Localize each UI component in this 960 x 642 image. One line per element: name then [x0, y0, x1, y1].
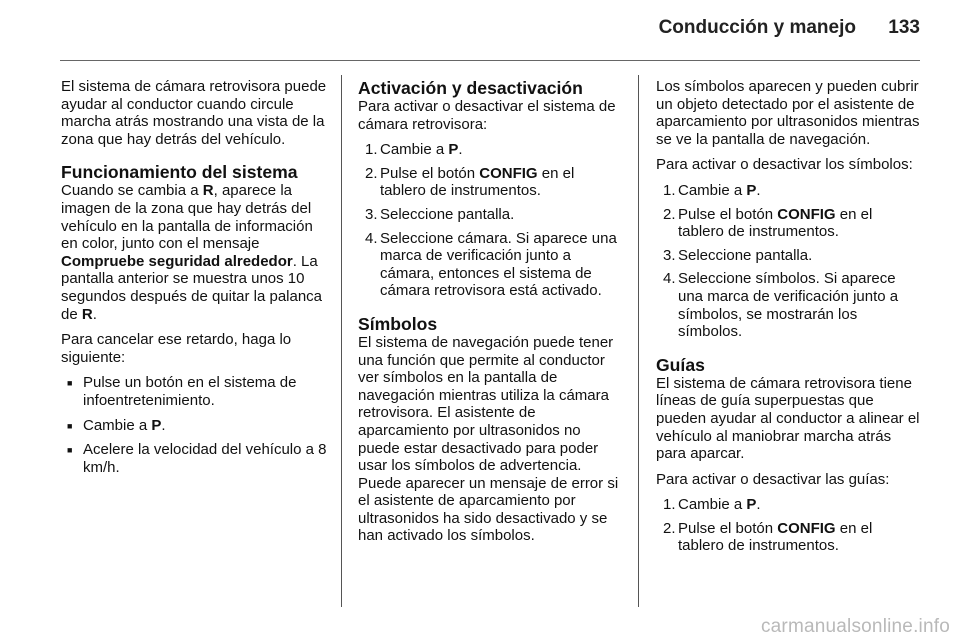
section-title: Conducción y manejo [658, 17, 856, 38]
message-compruebe: Compruebe seguridad alrededor [61, 252, 293, 270]
page-number: 133 [888, 17, 920, 38]
cancel-list [61, 374, 327, 476]
list-item: ■ Pulse un botón en el sistema de infoentretenimiento. [67, 374, 297, 409]
column-3 [656, 78, 922, 563]
cancel-paragraph: Para cancelar ese retardo, haga lo siguiente: [61, 331, 292, 366]
activation-intro: Para activar o desactivar el sistema de cámara retrovisora: [358, 98, 616, 133]
symbols-steps [656, 182, 922, 341]
symbols-toggle-intro: Para activar o desactivar los símbolos: [656, 156, 913, 174]
activation-steps [358, 141, 624, 300]
config-button-label: CONFIG [777, 519, 836, 537]
list-item: ■ Cambie a P. [67, 416, 166, 434]
list-item: ■ Acelere la velocidad del vehículo a 8 km/h. [67, 441, 327, 476]
list-item: 4. Seleccione cámara. Si aparece una marca de verificación junto a cámara, entonces el sistema de cámara retrovisora está activado. [365, 229, 617, 300]
list-item: 3. Seleccione pantalla. [663, 246, 813, 264]
list-item: 1. Cambie a P. [663, 496, 761, 514]
list-item: 2. Pulse el botón CONFIG en el tablero de instrumentos. [365, 164, 575, 200]
guides-paragraph: El sistema de cámara retrovisora tiene líneas de guía superpuestas que pueden ayudar al conductor a alinear el vehículo al maniobrar marcha atrás para aparcar. [656, 374, 920, 463]
list-item: 1. Cambie a P. [663, 181, 761, 199]
column-2 [358, 78, 624, 553]
heading-simbolos: Símbolos [358, 313, 438, 334]
column-divider-1 [341, 75, 342, 607]
bullet-marker: ■ [67, 378, 73, 389]
bullet-marker: ■ [67, 445, 73, 456]
list-item: 4. Seleccione símbolos. Si aparece una marca de verificación junto a símbolos, se mostrarán los símbolos. [663, 270, 899, 341]
watermark: carmanualsonline.info [760, 616, 950, 637]
heading-activacion: Activación y desactivación [358, 78, 583, 98]
heading-guias: Guías [656, 354, 705, 375]
column-divider-2 [638, 75, 639, 607]
list-item: 2. Pulse el botón CONFIG en el tablero de instrumentos. [663, 205, 873, 241]
list-item: 3. Seleccione pantalla. [365, 205, 515, 223]
symbols-cover-paragraph: Los símbolos aparecen y pueden cubrir un objeto detectado por el asistente de aparcamiento por ultrasonidos mientras se ve la pantalla de navegación. [656, 78, 920, 148]
guides-toggle-intro: Para activar o desactivar las guías: [656, 470, 890, 488]
symbols-paragraph: El sistema de navegación puede tener una función que permite al conductor ver símbolos en la pantalla de navegación mientras utiliza la cámara retrovisora. El asistente de aparcamiento por ultrasonidos no puede estar desactivado para poder usar los símbolos de advertencia. Puede aparecer un mensaje de error si el asistente de aparcamiento por ultrasonidos ha sido desactivado y se han activado los símbolos. [358, 333, 619, 545]
header-rule [60, 60, 920, 61]
column-1 [61, 78, 327, 484]
bullet-marker: ■ [67, 420, 73, 431]
list-item: 2. Pulse el botón CONFIG en el tablero de instrumentos. [663, 519, 873, 555]
intro-paragraph: El sistema de cámara retrovisora puede ayudar al conductor cuando circule marcha atrás mostrando una vista de la zona que hay detrás del vehículo. [61, 78, 327, 148]
config-button-label: CONFIG [777, 205, 836, 223]
heading-funcionamiento: Funcionamiento del sistema [61, 162, 298, 183]
list-item: 1. Cambie a P. [365, 141, 463, 159]
page-header [0, 0, 960, 60]
operation-paragraph: Cuando se cambia a R, aparece la imagen de la zona que hay detrás del vehículo en la pantalla de información en color, junto con el mensaje Compruebe seguridad alrededor. La pantalla anterior se muestra unos 10 segundos después de quitar la palanca de R. [61, 182, 323, 323]
config-button-label: CONFIG [479, 164, 538, 182]
guides-steps [656, 496, 922, 555]
